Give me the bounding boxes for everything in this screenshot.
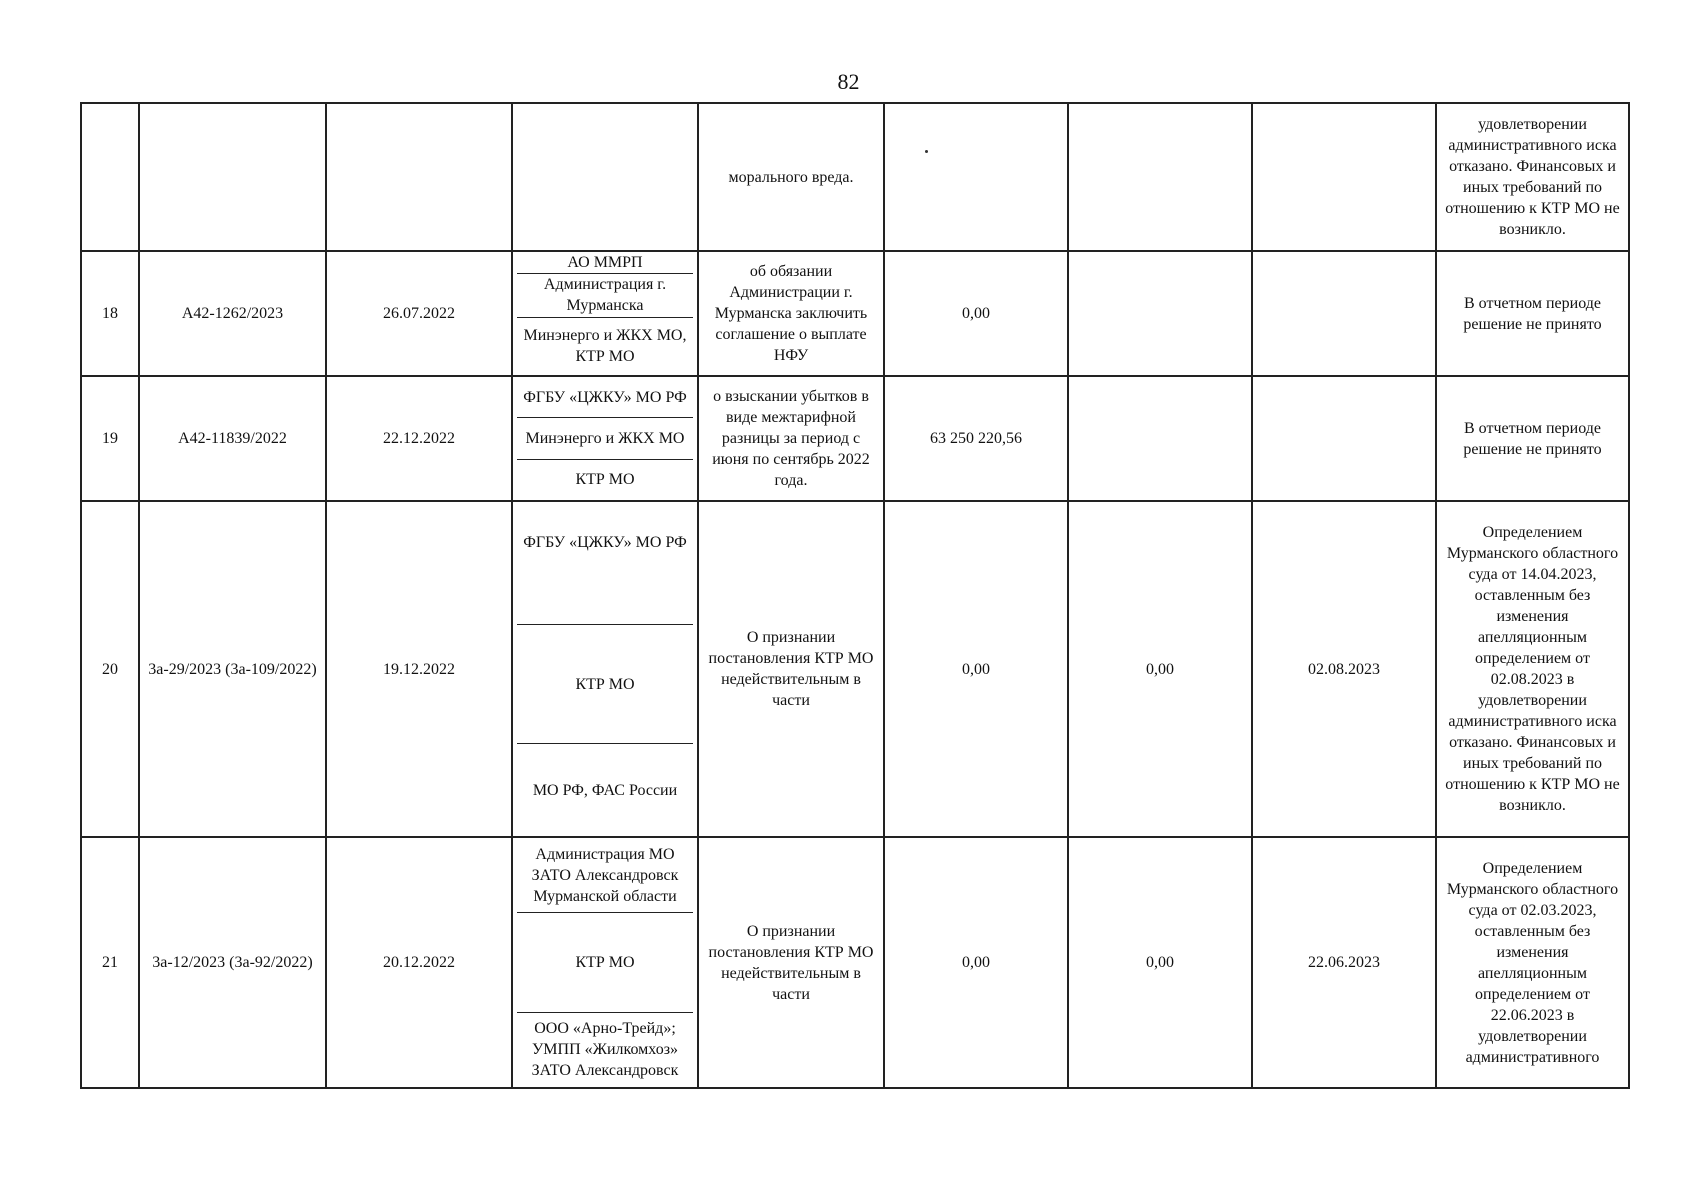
- party: ООО «Арно-Трейд»; УМПП «Жилкомхоз» ЗАТО Александровск: [517, 1012, 693, 1087]
- case-result: В отчетном периоде решение не принято: [1436, 376, 1629, 501]
- filing-date: 22.12.2022: [326, 376, 512, 501]
- case-number: [139, 103, 326, 251]
- case-number: А42-11839/2022: [139, 376, 326, 501]
- row-number: 21: [81, 837, 139, 1088]
- decision-date: 02.08.2023: [1252, 501, 1436, 837]
- parties: [512, 376, 698, 501]
- court-cases-table: [80, 102, 1630, 1089]
- row-number: 19: [81, 376, 139, 501]
- decision-date: [1252, 103, 1436, 251]
- case-result: Определением Мурманского областного суда от 02.03.2023, оставленным без изменения апелляционным определением от 22.06.2023 в удовлетворении административного: [1436, 837, 1629, 1088]
- party: АО ММРП: [567, 254, 643, 271]
- table-row: [81, 103, 1629, 251]
- awarded-amount: 0,00: [1068, 837, 1252, 1088]
- case-number: 3а-12/2023 (3а-92/2022): [139, 837, 326, 1088]
- claim-amount: 0,00: [884, 251, 1068, 376]
- claim-subject: О признании постановления КТР МО недействительным в части: [698, 501, 884, 837]
- parties: [512, 837, 698, 1088]
- awarded-amount: [1068, 103, 1252, 251]
- party: МО РФ, ФАС России: [517, 743, 693, 836]
- claim-amount: [884, 103, 1068, 251]
- claim-amount: 63 250 220,56: [884, 376, 1068, 501]
- party: Минэнерго и ЖКХ МО, КТР МО: [517, 317, 693, 375]
- awarded-amount: [1068, 251, 1252, 376]
- row-number: 20: [81, 501, 139, 837]
- party: Минэнерго и ЖКХ МО: [517, 417, 693, 458]
- filing-date: 19.12.2022: [326, 501, 512, 837]
- claim-subject: морального вреда.: [698, 103, 884, 251]
- case-result: В отчетном периоде решение не принято: [1436, 251, 1629, 376]
- table-row: [81, 501, 1629, 837]
- party: КТР МО: [517, 624, 693, 744]
- claim-subject: о взыскании убытков в виде межтарифной разницы за период с июня по сентябрь 2022 года.: [698, 376, 884, 501]
- claim-amount: 0,00: [884, 501, 1068, 837]
- awarded-amount: 0,00: [1068, 501, 1252, 837]
- party: ФГБУ «ЦЖКУ» МО РФ: [523, 388, 687, 406]
- case-number: 3а-29/2023 (3а-109/2022): [139, 501, 326, 837]
- party: КТР МО: [517, 459, 693, 500]
- claim-subject: об обязании Администрации г. Мурманска заключить соглашение о выплате НФУ: [698, 251, 884, 376]
- row-number: [81, 103, 139, 251]
- parties: [512, 501, 698, 837]
- filing-date: [326, 103, 512, 251]
- decision-date: 22.06.2023: [1252, 837, 1436, 1088]
- case-number: А42-1262/2023: [139, 251, 326, 376]
- party: ФГБУ «ЦЖКУ» МО РФ: [523, 534, 687, 551]
- claim-amount: 0,00: [884, 837, 1068, 1088]
- scan-speck: [925, 150, 928, 153]
- filing-date: 20.12.2022: [326, 837, 512, 1088]
- case-result: Определением Мурманского областного суда от 14.04.2023, оставленным без изменения апелляционным определением от 02.08.2023 в удовлетворении административного иска отказано. Финансовых и иных требований по отношению к КТР МО не возникло.: [1436, 501, 1629, 837]
- party: Администрация г. Мурманска: [517, 273, 693, 317]
- parties: [512, 251, 698, 376]
- awarded-amount: [1068, 376, 1252, 501]
- decision-date: [1252, 376, 1436, 501]
- party: КТР МО: [517, 912, 693, 1012]
- row-number: 18: [81, 251, 139, 376]
- party: Администрация МО ЗАТО Александровск Мурманской области: [531, 845, 679, 905]
- decision-date: [1252, 251, 1436, 376]
- case-result: удовлетворении административного иска отказано. Финансовых и иных требований по отношению к КТР МО не возникло.: [1436, 103, 1629, 251]
- claim-subject: О признании постановления КТР МО недействительным в части: [698, 837, 884, 1088]
- parties: [512, 103, 698, 251]
- table-row: [81, 376, 1629, 501]
- page-number: 82: [837, 69, 860, 94]
- table-row: [81, 251, 1629, 376]
- filing-date: 26.07.2022: [326, 251, 512, 376]
- table-row: [81, 837, 1629, 1088]
